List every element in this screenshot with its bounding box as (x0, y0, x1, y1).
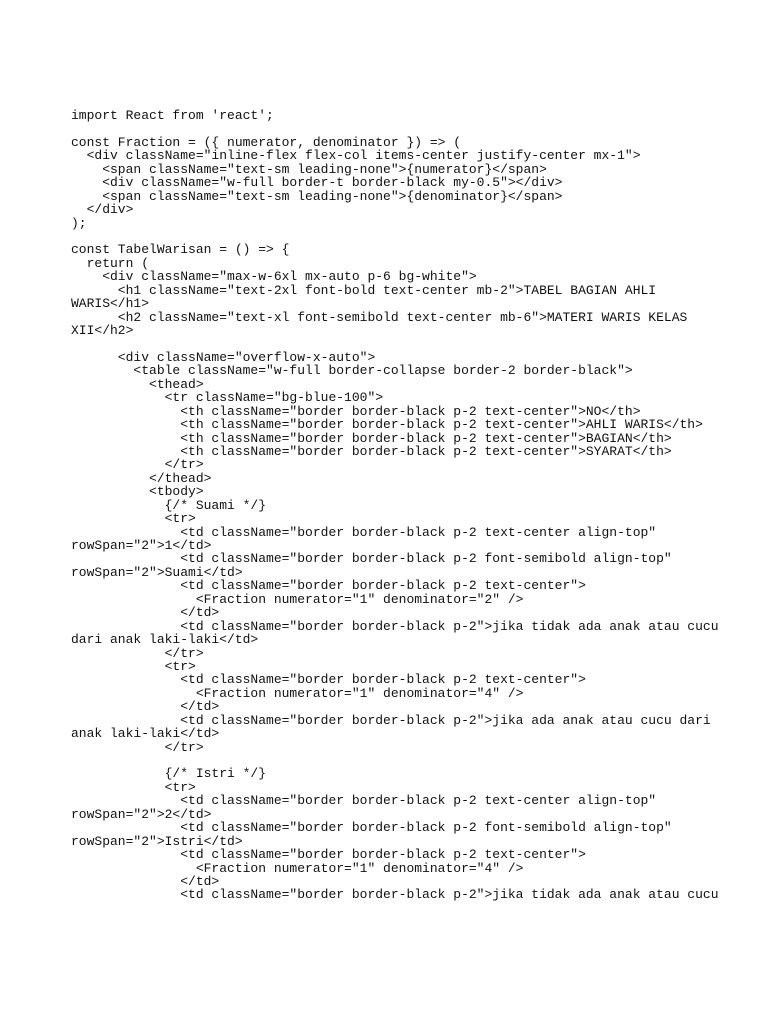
code-line: <th className="border border-black p-2 text-center">NO</th> (71, 403, 641, 419)
code-line: <td className="border border-black p-2 font-semibold align-top" (71, 820, 672, 836)
code-line (71, 230, 761, 243)
code-line: <Fraction numerator="1" denominator="4" /> (71, 685, 524, 701)
code-line: <td className="border border-black p-2 text-center align-top" (71, 793, 657, 809)
code-line: <td className="border border-black p-2 text-center"> (71, 578, 586, 594)
code-line: rowSpan="2">1</td> (71, 538, 212, 553)
code-line: <span className="text-sm leading-none">{numerator}</span> (71, 161, 547, 177)
code-line: <td className="border border-black p-2 text-center"> (71, 847, 586, 863)
code-line: </td> (71, 699, 220, 715)
code-line: <h2 className="text-xl font-semibold text-center mb-6">MATERI WARIS KELAS (71, 309, 688, 325)
code-line: <th className="border border-black p-2 text-center">BAGIAN</th> (71, 430, 672, 446)
code-line: <thead> (71, 376, 204, 392)
code-line: </td> (71, 873, 220, 889)
code-line: <tr className="bg-blue-100"> (71, 390, 384, 406)
code-line: rowSpan="2">Istri</td> (71, 833, 243, 849)
code-line: <div className="max-w-6xl mx-auto p-6 bg-white"> (71, 269, 477, 285)
code-line: <h1 className="text-2xl font-bold text-center mb-2">TABEL BAGIAN AHLI (71, 282, 657, 298)
code-line: <tbody> (71, 484, 204, 500)
code-line (71, 337, 761, 350)
code-line: <Fraction numerator="1" denominator="2" /> (71, 591, 524, 607)
code-line: {/* Istri */} (71, 766, 267, 782)
code-line: rowSpan="2">2</td> (71, 806, 212, 822)
code-line (71, 122, 761, 135)
code-line: <div className="overflow-x-auto"> (71, 349, 376, 365)
code-line: <span className="text-sm leading-none">{denominator}</span> (71, 188, 563, 204)
code-line: <td className="border border-black p-2 font-semibold align-top" (71, 551, 672, 567)
code-line: </thead> (71, 470, 212, 486)
code-line: <td className="border border-black p-2">jika tidak ada anak atau cucu (71, 887, 719, 903)
code-line: <tr> (71, 511, 196, 527)
code-line: anak laki-laki</td> (71, 726, 220, 742)
code-line: return ( (71, 255, 150, 271)
code-line: <tr> (71, 779, 196, 795)
code-line: const Fraction = ({ numerator, denominator }) => ( (71, 134, 462, 150)
code-line: </div> (71, 202, 134, 218)
code-line: </tr> (71, 645, 204, 661)
code-line (71, 754, 761, 767)
code-line: {/* Suami */} (71, 497, 267, 513)
code-line: <Fraction numerator="1" denominator="4" /> (71, 860, 524, 876)
code-line: import React from 'react'; (71, 108, 274, 123)
code-line: <table className="w-full border-collapse border-2 border-black"> (71, 363, 633, 379)
code-line: dari anak laki-laki</td> (71, 632, 259, 648)
code-line: <td className="border border-black p-2 text-center"> (71, 672, 586, 688)
code-line: rowSpan="2">Suami</td> (71, 564, 243, 580)
code-line: </tr> (71, 457, 204, 473)
code-line: XII</h2> (71, 323, 134, 338)
code-line: const TabelWarisan = () => { (71, 242, 290, 258)
code-line: WARIS</h1> (71, 296, 150, 312)
code-line: <th className="border border-black p-2 text-center">SYARAT</th> (71, 443, 672, 459)
code-line: <div className="w-full border-t border-black my-0.5"></div> (71, 175, 563, 191)
code-line: <div className="inline-flex flex-col items-center justify-center mx-1"> (71, 148, 641, 164)
code-line: <tr> (71, 658, 196, 674)
code-line: <td className="border border-black p-2">jika ada anak atau cucu dari (71, 712, 711, 728)
code-line: <td className="border border-black p-2">jika tidak ada anak atau cucu (71, 618, 719, 634)
code-line: <th className="border border-black p-2 text-center">AHLI WARIS</th> (71, 417, 703, 433)
code-line: </td> (71, 605, 220, 621)
code-line: </tr> (71, 739, 204, 755)
code-line: ); (71, 215, 87, 231)
code-line: <td className="border border-black p-2 text-center align-top" (71, 524, 657, 540)
code-listing (71, 109, 761, 902)
